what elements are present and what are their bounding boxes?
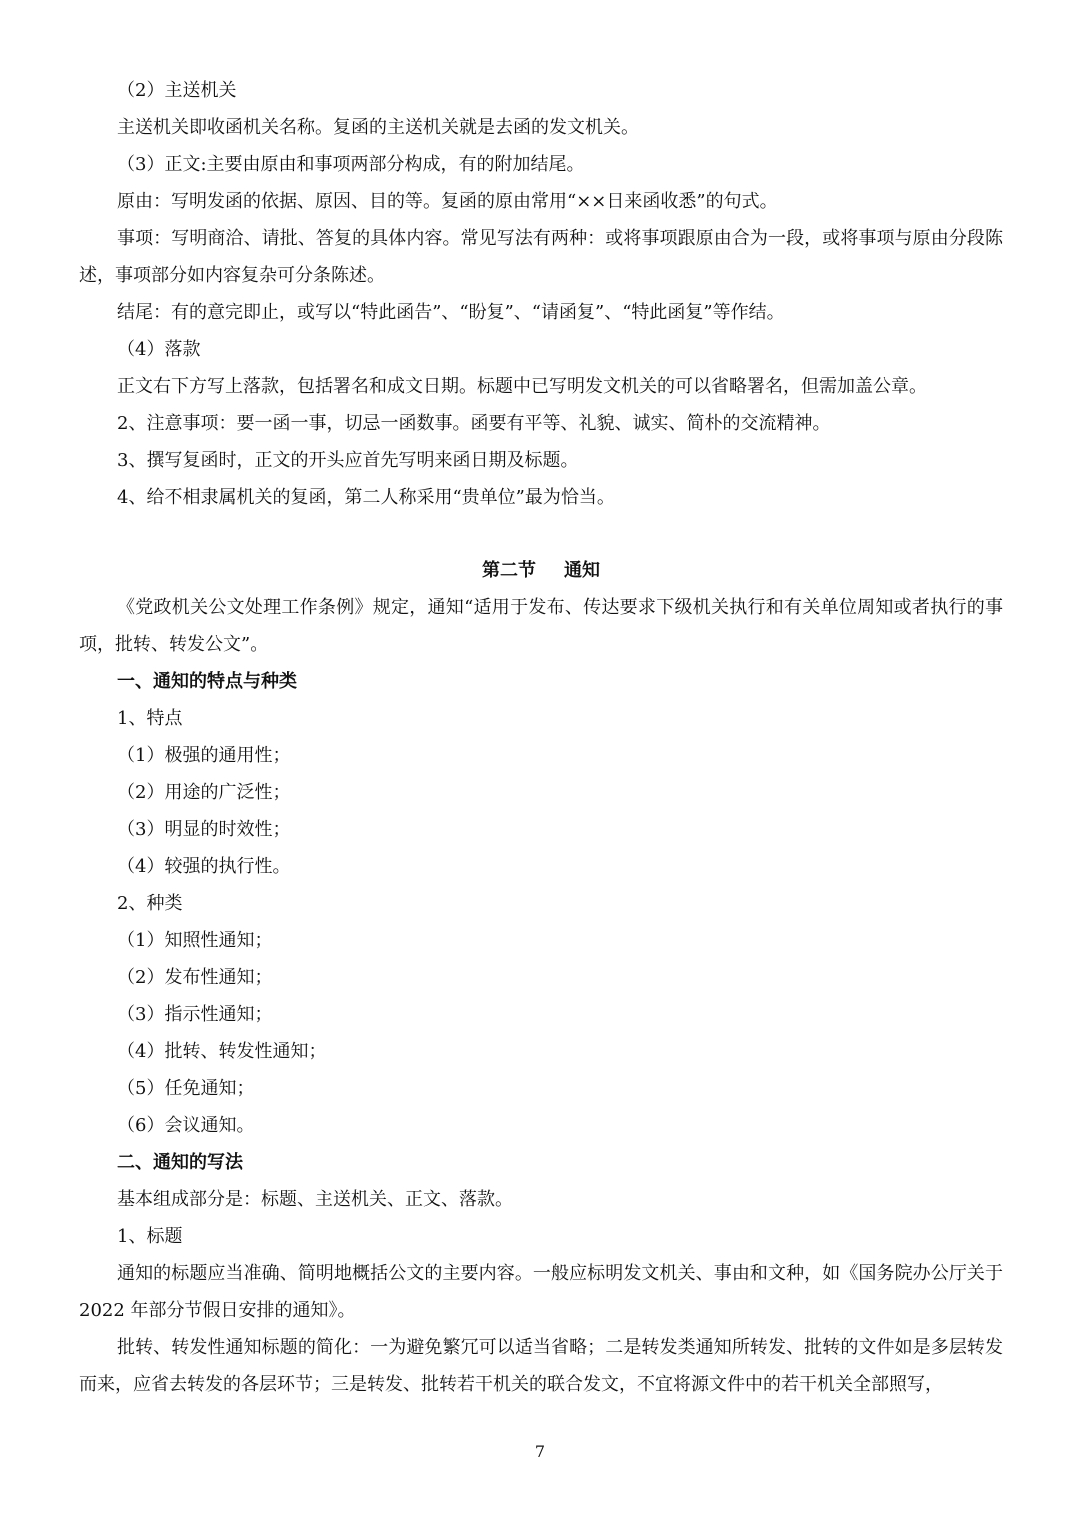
section-title-name: 通知 <box>564 560 600 581</box>
paragraph: 结尾：有的意完即止，或写以“特此函告”、“盼复”、“请函复”、“特此函复”等作结。 <box>117 302 785 323</box>
paragraph: 原由：写明发函的依据、原因、目的等。复函的原由常用“××日来函收悉”的句式。 <box>117 191 778 212</box>
list-item: 1、特点 <box>117 708 183 729</box>
list-item: 2、种类 <box>117 893 183 914</box>
paragraph: 1、标题 <box>117 1226 183 1247</box>
heading-features-and-types: 一、通知的特点与种类 <box>117 671 297 692</box>
list-item: （4）批转、转发性通知； <box>117 1041 327 1062</box>
list-item: （5）任免通知； <box>117 1078 255 1099</box>
paragraph: （2）主送机关 <box>117 80 237 101</box>
paragraph: 批转、转发性通知标题的简化：一为避免繁冗可以适当省略；二是转发类通知所转发、批转的文件如是多层转发而来，应省去转发的各层环节；三是转发、批转若干机关的联合发文，不宜将源文件中的若干机关全部照写， <box>79 1337 1003 1395</box>
section-intro: 《党政机关公文处理工作条例》规定，通知“适用于发布、传达要求下级机关执行和有关单位周知或者执行的事项，批转、转发公文”。 <box>79 597 1003 655</box>
document-page <box>79 72 1003 1403</box>
paragraph: 2、注意事项：要一函一事，切忌一函数事。函要有平等、礼貌、诚实、简朴的交流精神。 <box>117 413 831 434</box>
list-item: （3）指示性通知； <box>117 1004 273 1025</box>
page-number: 7 <box>534 1442 546 1461</box>
list-item: （3）明显的时效性； <box>117 819 291 840</box>
section-title <box>79 552 1003 589</box>
paragraph: 基本组成部分是：标题、主送机关、正文、落款。 <box>117 1189 513 1210</box>
list-item: （2）发布性通知； <box>117 967 273 988</box>
paragraph: 事项：写明商洽、请批、答复的具体内容。常见写法有两种：或将事项跟原由合为一段，或将事项与原由分段陈述，事项部分如内容复杂可分条陈述。 <box>79 228 1003 286</box>
list-item: （6）会议通知。 <box>117 1115 255 1136</box>
list-item: （1）知照性通知； <box>117 930 273 951</box>
paragraph: （3）正文:主要由原由和事项两部分构成，有的附加结尾。 <box>117 154 585 175</box>
paragraph: 4、给不相隶属机关的复函，第二人称采用“贵单位”最为恰当。 <box>117 487 615 508</box>
list-item: （1）极强的通用性； <box>117 745 291 766</box>
paragraph: 3、撰写复函时，正文的开头应首先写明来函日期及标题。 <box>117 450 579 471</box>
list-item: （2）用途的广泛性； <box>117 782 291 803</box>
paragraph: 正文右下方写上落款，包括署名和成文日期。标题中已写明发文机关的可以省略署名，但需加盖公章。 <box>117 376 927 397</box>
heading-writing-method: 二、通知的写法 <box>117 1152 243 1173</box>
paragraph: 通知的标题应当准确、简明地概括公文的主要内容。一般应标明发文机关、事由和文种，如《国务院办公厅关于 2022 年部分节假日安排的通知》。 <box>79 1263 1003 1321</box>
paragraph: 主送机关即收函机关名称。复函的主送机关就是去函的发文机关。 <box>117 117 639 138</box>
section-title-number: 第二节 <box>482 560 536 581</box>
list-item: （4）较强的执行性。 <box>117 856 291 877</box>
paragraph: （4）落款 <box>117 339 201 360</box>
